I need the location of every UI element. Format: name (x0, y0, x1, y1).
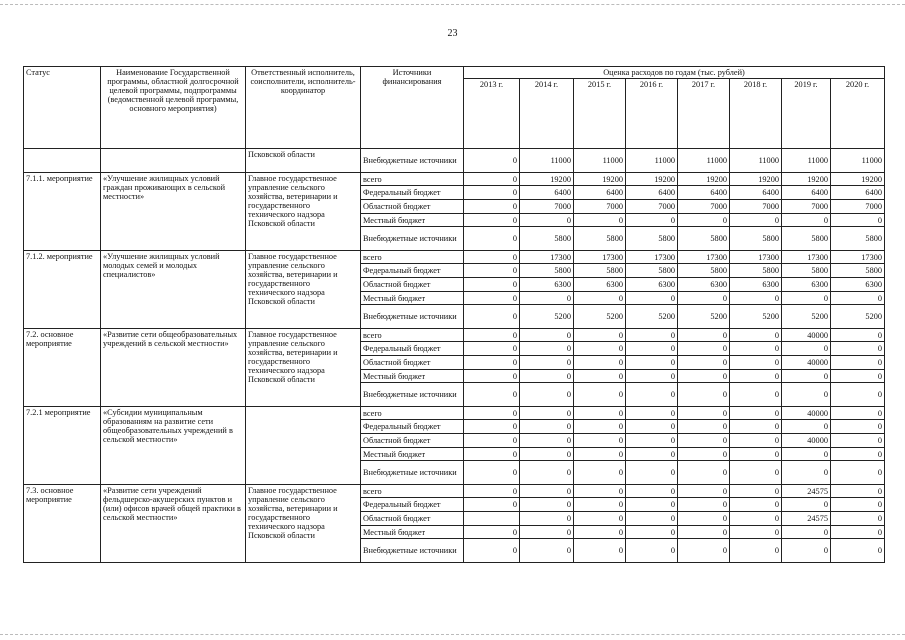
value-cell: 0 (626, 214, 678, 227)
value-cell: 0 (520, 420, 574, 434)
source-cell: Внебюджетные источники (361, 383, 464, 407)
value-cell: 0 (520, 370, 574, 383)
value-cell: 19200 (520, 173, 574, 186)
value-cell: 24575 (782, 485, 831, 498)
value-cell: 19200 (626, 173, 678, 186)
value-cell: 6400 (831, 186, 885, 200)
value-cell: 0 (730, 329, 782, 342)
value-cell: 0 (782, 342, 831, 356)
value-cell: 0 (678, 526, 730, 539)
value-cell: 5200 (782, 305, 831, 329)
value-cell: 0 (574, 498, 626, 512)
value-cell: 0 (574, 420, 626, 434)
value-cell: 0 (464, 434, 520, 448)
value-cell: 0 (831, 448, 885, 461)
source-cell: всего (361, 173, 464, 186)
value-cell: 0 (831, 420, 885, 434)
value-cell: 5200 (831, 305, 885, 329)
value-cell: 0 (831, 526, 885, 539)
value-cell: 0 (626, 420, 678, 434)
value-cell: 0 (678, 539, 730, 563)
header-year: 2016 г. (626, 79, 678, 149)
source-cell: Местный бюджет (361, 448, 464, 461)
value-cell: 0 (574, 407, 626, 420)
value-cell: 0 (730, 407, 782, 420)
header-name: Наименование Государственной программы, областной долгосрочной целевой программы, подпрограммы (ведомственной целевой программы, основного мероприятия) (101, 67, 246, 149)
value-cell: 0 (574, 434, 626, 448)
value-cell: 6300 (626, 278, 678, 292)
value-cell: 0 (730, 292, 782, 305)
value-cell: 0 (464, 149, 520, 173)
value-cell: 0 (574, 342, 626, 356)
executor-cell: Главное государственное управление сельского хозяйства, ветеринарии и государственного технического надзора Псковской области (246, 485, 361, 563)
value-cell: 0 (678, 485, 730, 498)
value-cell: 11000 (574, 149, 626, 173)
value-cell: 0 (464, 200, 520, 214)
value-cell: 0 (730, 526, 782, 539)
value-cell: 0 (782, 420, 831, 434)
value-cell: 0 (574, 214, 626, 227)
table-row (24, 329, 885, 342)
source-cell: Внебюджетные источники (361, 149, 464, 173)
value-cell: 0 (626, 526, 678, 539)
value-cell: 7000 (520, 200, 574, 214)
value-cell: 0 (782, 539, 831, 563)
value-cell: 5200 (678, 305, 730, 329)
value-cell: 5800 (574, 227, 626, 251)
value-cell: 0 (782, 383, 831, 407)
value-cell: 19200 (574, 173, 626, 186)
value-cell: 0 (782, 292, 831, 305)
value-cell: 0 (730, 420, 782, 434)
value-cell: 0 (464, 292, 520, 305)
value-cell: 5800 (831, 264, 885, 278)
value-cell: 0 (831, 539, 885, 563)
value-cell (464, 512, 520, 526)
value-cell: 6300 (520, 278, 574, 292)
value-cell: 19200 (678, 173, 730, 186)
table-row (24, 407, 885, 420)
value-cell: 0 (520, 292, 574, 305)
value-cell: 0 (730, 342, 782, 356)
name-cell (101, 149, 246, 173)
value-cell: 0 (782, 526, 831, 539)
value-cell: 7000 (574, 200, 626, 214)
table-row (24, 485, 885, 498)
table-row (24, 251, 885, 264)
value-cell: 0 (678, 329, 730, 342)
value-cell: 0 (574, 512, 626, 526)
header-executor: Ответственный исполнитель, соисполнители, исполнитель-координатор (246, 67, 361, 149)
source-cell: Областной бюджет (361, 512, 464, 526)
value-cell: 17300 (831, 251, 885, 264)
value-cell: 0 (520, 526, 574, 539)
value-cell: 0 (464, 186, 520, 200)
value-cell: 0 (831, 214, 885, 227)
value-cell: 0 (574, 370, 626, 383)
value-cell: 0 (831, 292, 885, 305)
source-cell: Местный бюджет (361, 370, 464, 383)
header-estimate: Оценка расходов по годам (тыс. рублей) (464, 67, 885, 79)
value-cell: 0 (730, 448, 782, 461)
value-cell: 0 (678, 356, 730, 370)
source-cell: Областной бюджет (361, 356, 464, 370)
value-cell: 0 (678, 342, 730, 356)
value-cell: 5200 (626, 305, 678, 329)
value-cell: 6300 (782, 278, 831, 292)
value-cell: 5800 (520, 264, 574, 278)
value-cell: 40000 (782, 434, 831, 448)
value-cell: 7000 (782, 200, 831, 214)
value-cell: 0 (626, 485, 678, 498)
value-cell: 11000 (626, 149, 678, 173)
value-cell: 0 (520, 512, 574, 526)
value-cell: 17300 (782, 251, 831, 264)
value-cell: 0 (730, 214, 782, 227)
executor-cell: Главное государственное управление сельского хозяйства, ветеринарии и государственного технического надзора Псковской области (246, 251, 361, 329)
value-cell: 0 (730, 383, 782, 407)
value-cell: 0 (520, 448, 574, 461)
value-cell: 5800 (678, 264, 730, 278)
value-cell: 0 (678, 448, 730, 461)
value-cell: 0 (730, 539, 782, 563)
value-cell: 0 (678, 407, 730, 420)
value-cell: 0 (464, 461, 520, 485)
value-cell: 7000 (626, 200, 678, 214)
value-cell: 0 (626, 448, 678, 461)
source-cell: Областной бюджет (361, 434, 464, 448)
status-cell (24, 149, 101, 173)
page-number: 23 (447, 28, 458, 39)
value-cell: 0 (464, 526, 520, 539)
value-cell: 0 (574, 292, 626, 305)
status-cell: 7.1.2. мероприятие (24, 251, 101, 329)
value-cell: 40000 (782, 356, 831, 370)
value-cell: 6400 (678, 186, 730, 200)
value-cell: 7000 (730, 200, 782, 214)
executor-cell: Главное государственное управление сельского хозяйства, ветеринарии и государственного технического надзора Псковской области (246, 173, 361, 251)
source-cell: Внебюджетные источники (361, 461, 464, 485)
value-cell: 0 (730, 434, 782, 448)
value-cell: 0 (678, 461, 730, 485)
value-cell: 0 (464, 485, 520, 498)
value-cell: 0 (626, 539, 678, 563)
status-cell: 7.3. основное мероприятие (24, 485, 101, 563)
value-cell: 11000 (831, 149, 885, 173)
value-cell: 0 (464, 305, 520, 329)
value-cell: 0 (464, 278, 520, 292)
name-cell: «Субсидии муниципальным образованиям на развитие сети общеобразовательных учреждений в сельской местности» (101, 407, 246, 485)
value-cell: 6300 (574, 278, 626, 292)
value-cell: 0 (831, 512, 885, 526)
table-body (24, 149, 885, 563)
header-year: 2013 г. (464, 79, 520, 149)
value-cell: 0 (464, 329, 520, 342)
value-cell: 5800 (520, 227, 574, 251)
name-cell: «Развитие сети общеобразовательных учреждений в сельской местности» (101, 329, 246, 407)
value-cell: 0 (678, 292, 730, 305)
value-cell: 6400 (574, 186, 626, 200)
value-cell: 24575 (782, 512, 831, 526)
value-cell: 0 (626, 292, 678, 305)
value-cell: 0 (831, 498, 885, 512)
value-cell: 40000 (782, 407, 831, 420)
value-cell: 0 (464, 448, 520, 461)
value-cell: 0 (464, 251, 520, 264)
status-cell: 7.2.1 мероприятие (24, 407, 101, 485)
value-cell: 0 (520, 407, 574, 420)
value-cell: 0 (831, 383, 885, 407)
value-cell: 7000 (831, 200, 885, 214)
value-cell: 0 (520, 329, 574, 342)
value-cell: 0 (520, 356, 574, 370)
value-cell: 0 (464, 498, 520, 512)
value-cell: 5200 (574, 305, 626, 329)
header-year: 2015 г. (574, 79, 626, 149)
source-cell: Федеральный бюджет (361, 420, 464, 434)
value-cell: 0 (831, 461, 885, 485)
value-cell: 0 (464, 264, 520, 278)
value-cell: 0 (678, 420, 730, 434)
value-cell: 0 (730, 461, 782, 485)
value-cell: 6400 (730, 186, 782, 200)
value-cell: 19200 (730, 173, 782, 186)
value-cell: 0 (626, 356, 678, 370)
expenses-table (23, 66, 885, 563)
source-cell: Федеральный бюджет (361, 342, 464, 356)
value-cell: 0 (574, 329, 626, 342)
value-cell: 0 (831, 356, 885, 370)
value-cell: 11000 (678, 149, 730, 173)
source-cell: Местный бюджет (361, 292, 464, 305)
value-cell: 0 (678, 512, 730, 526)
value-cell: 0 (520, 485, 574, 498)
value-cell: 0 (831, 329, 885, 342)
value-cell: 5800 (782, 227, 831, 251)
value-cell: 5800 (678, 227, 730, 251)
header-year: 2020 г. (831, 79, 885, 149)
header-status: Статус (24, 67, 101, 149)
source-cell: всего (361, 407, 464, 420)
value-cell: 0 (678, 434, 730, 448)
value-cell: 0 (730, 356, 782, 370)
value-cell: 0 (626, 434, 678, 448)
value-cell: 0 (464, 356, 520, 370)
table-row (24, 173, 885, 186)
source-cell: Внебюджетные источники (361, 305, 464, 329)
value-cell: 0 (574, 448, 626, 461)
scan-bottom-edge (0, 634, 905, 636)
value-cell: 17300 (520, 251, 574, 264)
value-cell: 5200 (730, 305, 782, 329)
value-cell: 6400 (782, 186, 831, 200)
value-cell: 0 (574, 461, 626, 485)
value-cell: 0 (626, 461, 678, 485)
value-cell: 11000 (730, 149, 782, 173)
value-cell: 0 (626, 407, 678, 420)
value-cell: 5800 (730, 227, 782, 251)
value-cell: 0 (574, 539, 626, 563)
value-cell: 0 (730, 498, 782, 512)
executor-cell: Псковской области (246, 149, 361, 173)
name-cell: «Улучшение жилищных условий молодых семей и молодых специалистов» (101, 251, 246, 329)
status-cell: 7.2. основное мероприятие (24, 329, 101, 407)
header-year: 2014 г. (520, 79, 574, 149)
source-cell: всего (361, 329, 464, 342)
value-cell: 0 (678, 383, 730, 407)
value-cell: 5800 (574, 264, 626, 278)
value-cell: 0 (626, 342, 678, 356)
value-cell: 0 (626, 498, 678, 512)
source-cell: Областной бюджет (361, 200, 464, 214)
value-cell: 17300 (678, 251, 730, 264)
header-source: Источники финансирования (361, 67, 464, 149)
value-cell: 0 (520, 539, 574, 563)
value-cell: 5800 (626, 227, 678, 251)
value-cell: 0 (730, 370, 782, 383)
source-cell: всего (361, 251, 464, 264)
value-cell: 0 (464, 227, 520, 251)
value-cell: 0 (678, 498, 730, 512)
value-cell: 11000 (782, 149, 831, 173)
value-cell: 0 (464, 539, 520, 563)
source-cell: Местный бюджет (361, 526, 464, 539)
value-cell: 0 (626, 512, 678, 526)
value-cell: 0 (464, 173, 520, 186)
value-cell: 0 (831, 434, 885, 448)
value-cell: 0 (464, 420, 520, 434)
scan-top-edge (0, 4, 905, 6)
value-cell: 40000 (782, 329, 831, 342)
value-cell: 0 (678, 214, 730, 227)
value-cell: 0 (464, 383, 520, 407)
value-cell: 6400 (520, 186, 574, 200)
value-cell: 5800 (730, 264, 782, 278)
value-cell: 17300 (730, 251, 782, 264)
value-cell: 0 (464, 370, 520, 383)
value-cell: 0 (730, 485, 782, 498)
value-cell: 0 (520, 214, 574, 227)
status-cell: 7.1.1. мероприятие (24, 173, 101, 251)
value-cell: 0 (782, 461, 831, 485)
source-cell: Местный бюджет (361, 214, 464, 227)
value-cell: 0 (782, 214, 831, 227)
value-cell: 6300 (730, 278, 782, 292)
value-cell: 6300 (678, 278, 730, 292)
value-cell: 0 (782, 498, 831, 512)
value-cell: 0 (626, 383, 678, 407)
value-cell: 5800 (626, 264, 678, 278)
value-cell: 5200 (520, 305, 574, 329)
executor-cell: Главное государственное управление сельского хозяйства, ветеринарии и государственного технического надзора Псковской области (246, 329, 361, 407)
name-cell: «Улучшение жилищных условий граждан проживающих в сельской местности» (101, 173, 246, 251)
value-cell: 0 (520, 434, 574, 448)
value-cell: 0 (520, 342, 574, 356)
value-cell: 0 (831, 342, 885, 356)
header-year: 2019 г. (782, 79, 831, 149)
value-cell: 19200 (782, 173, 831, 186)
value-cell: 0 (520, 461, 574, 485)
source-cell: Внебюджетные источники (361, 539, 464, 563)
executor-cell (246, 407, 361, 485)
value-cell: 0 (831, 485, 885, 498)
value-cell: 17300 (574, 251, 626, 264)
continuation-row (24, 149, 885, 173)
value-cell: 0 (520, 498, 574, 512)
source-cell: Федеральный бюджет (361, 498, 464, 512)
value-cell: 0 (520, 383, 574, 407)
value-cell: 6400 (626, 186, 678, 200)
value-cell: 0 (574, 356, 626, 370)
value-cell: 0 (574, 383, 626, 407)
value-cell: 0 (574, 526, 626, 539)
value-cell: 0 (678, 370, 730, 383)
value-cell: 0 (831, 407, 885, 420)
value-cell: 0 (574, 485, 626, 498)
value-cell: 0 (626, 329, 678, 342)
value-cell: 5800 (831, 227, 885, 251)
source-cell: Федеральный бюджет (361, 186, 464, 200)
source-cell: Внебюджетные источники (361, 227, 464, 251)
value-cell: 7000 (678, 200, 730, 214)
value-cell: 11000 (520, 149, 574, 173)
source-cell: Областной бюджет (361, 278, 464, 292)
value-cell: 0 (464, 342, 520, 356)
value-cell: 0 (782, 370, 831, 383)
value-cell: 0 (464, 214, 520, 227)
value-cell: 0 (464, 407, 520, 420)
value-cell: 0 (626, 370, 678, 383)
value-cell: 0 (831, 370, 885, 383)
value-cell: 5800 (782, 264, 831, 278)
name-cell: «Развитие сети учреждений фельдшерско-акушерских пунктов и (или) офисов врачей общей практики в сельской местности» (101, 485, 246, 563)
value-cell: 6300 (831, 278, 885, 292)
value-cell: 17300 (626, 251, 678, 264)
value-cell: 0 (730, 512, 782, 526)
value-cell: 19200 (831, 173, 885, 186)
header-year: 2018 г. (730, 79, 782, 149)
header-year: 2017 г. (678, 79, 730, 149)
value-cell: 0 (782, 448, 831, 461)
source-cell: всего (361, 485, 464, 498)
source-cell: Федеральный бюджет (361, 264, 464, 278)
